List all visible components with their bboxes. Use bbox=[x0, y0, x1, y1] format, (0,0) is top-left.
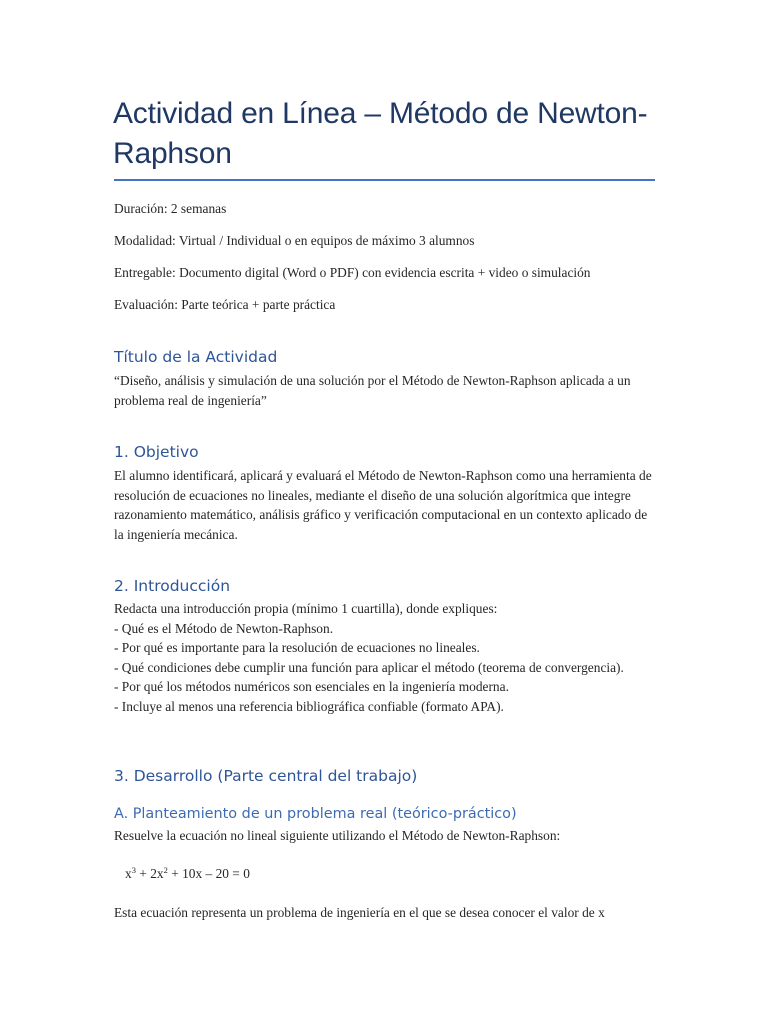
list-item: - Por qué es importante para la resolución de ecuaciones no lineales. bbox=[114, 640, 480, 655]
equation bbox=[125, 864, 250, 884]
activity-title-text: “Diseño, análisis y simulación de una solución por el Método de Newton-Raphson aplicada a un problema real de ingeniería” bbox=[114, 373, 631, 408]
objective-text: El alumno identificará, aplicará y evaluará el Método de Newton-Raphson como una herramienta de resolución de ecuaciones no lineales, mediante el diseño de una solución algorítmica que integre razonamiento matemático, análisis gráfico y verificación computacional en un contexto aplicado de la ingeniería mecánica. bbox=[114, 468, 652, 542]
list-item: - Por qué los métodos numéricos son esenciales en la ingeniería moderna. bbox=[114, 679, 509, 694]
evaluation-line: Evaluación: Parte teórica + parte práctica bbox=[114, 297, 336, 312]
introduction-lead: Redacta una introducción propia (mínimo 1 cuartilla), donde expliques: bbox=[114, 601, 498, 616]
introduction-block bbox=[114, 599, 659, 716]
list-item: - Qué condiciones debe cumplir una función para aplicar el método (teorema de convergencia). bbox=[114, 659, 624, 675]
deliverable-line: Entregable: Documento digital (Word o PDF) con evidencia escrita + video o simulación bbox=[114, 265, 591, 280]
modality-line: Modalidad: Virtual / Individual o en equipos de máximo 3 alumnos bbox=[114, 233, 475, 248]
equation-term: + 10x – 20 = 0 bbox=[167, 866, 250, 881]
duration-line: Duración: 2 semanas bbox=[114, 201, 227, 216]
development-heading: 3. Desarrollo (Parte central del trabajo) bbox=[114, 767, 418, 785]
list-item: - Qué es el Método de Newton-Raphson. bbox=[114, 620, 334, 636]
equation-term: + 2x bbox=[135, 866, 164, 881]
problem-instruction: Resuelve la ecuación no lineal siguiente utilizando el Método de Newton-Raphson: bbox=[114, 828, 561, 843]
document-title: Actividad en Línea – Método de Newton-Raphson bbox=[113, 97, 648, 170]
equation-term: x bbox=[125, 866, 132, 881]
objective-heading: 1. Objetivo bbox=[114, 443, 199, 461]
introduction-list bbox=[114, 619, 659, 717]
list-item: - Incluye al menos una referencia bibliográfica confiable (formato APA). bbox=[114, 698, 504, 714]
equation-exponent: 2 bbox=[163, 865, 168, 875]
introduction-heading: 2. Introducción bbox=[114, 577, 231, 595]
activity-title-heading: Título de la Actividad bbox=[114, 348, 278, 366]
equation-exponent: 3 bbox=[131, 865, 136, 875]
title-divider bbox=[114, 179, 655, 181]
problem-closing-text: Esta ecuación representa un problema de ingeniería en el que se desea conocer el valor de x bbox=[114, 905, 605, 920]
problem-subheading: A. Planteamiento de un problema real (teórico-práctico) bbox=[114, 806, 517, 822]
